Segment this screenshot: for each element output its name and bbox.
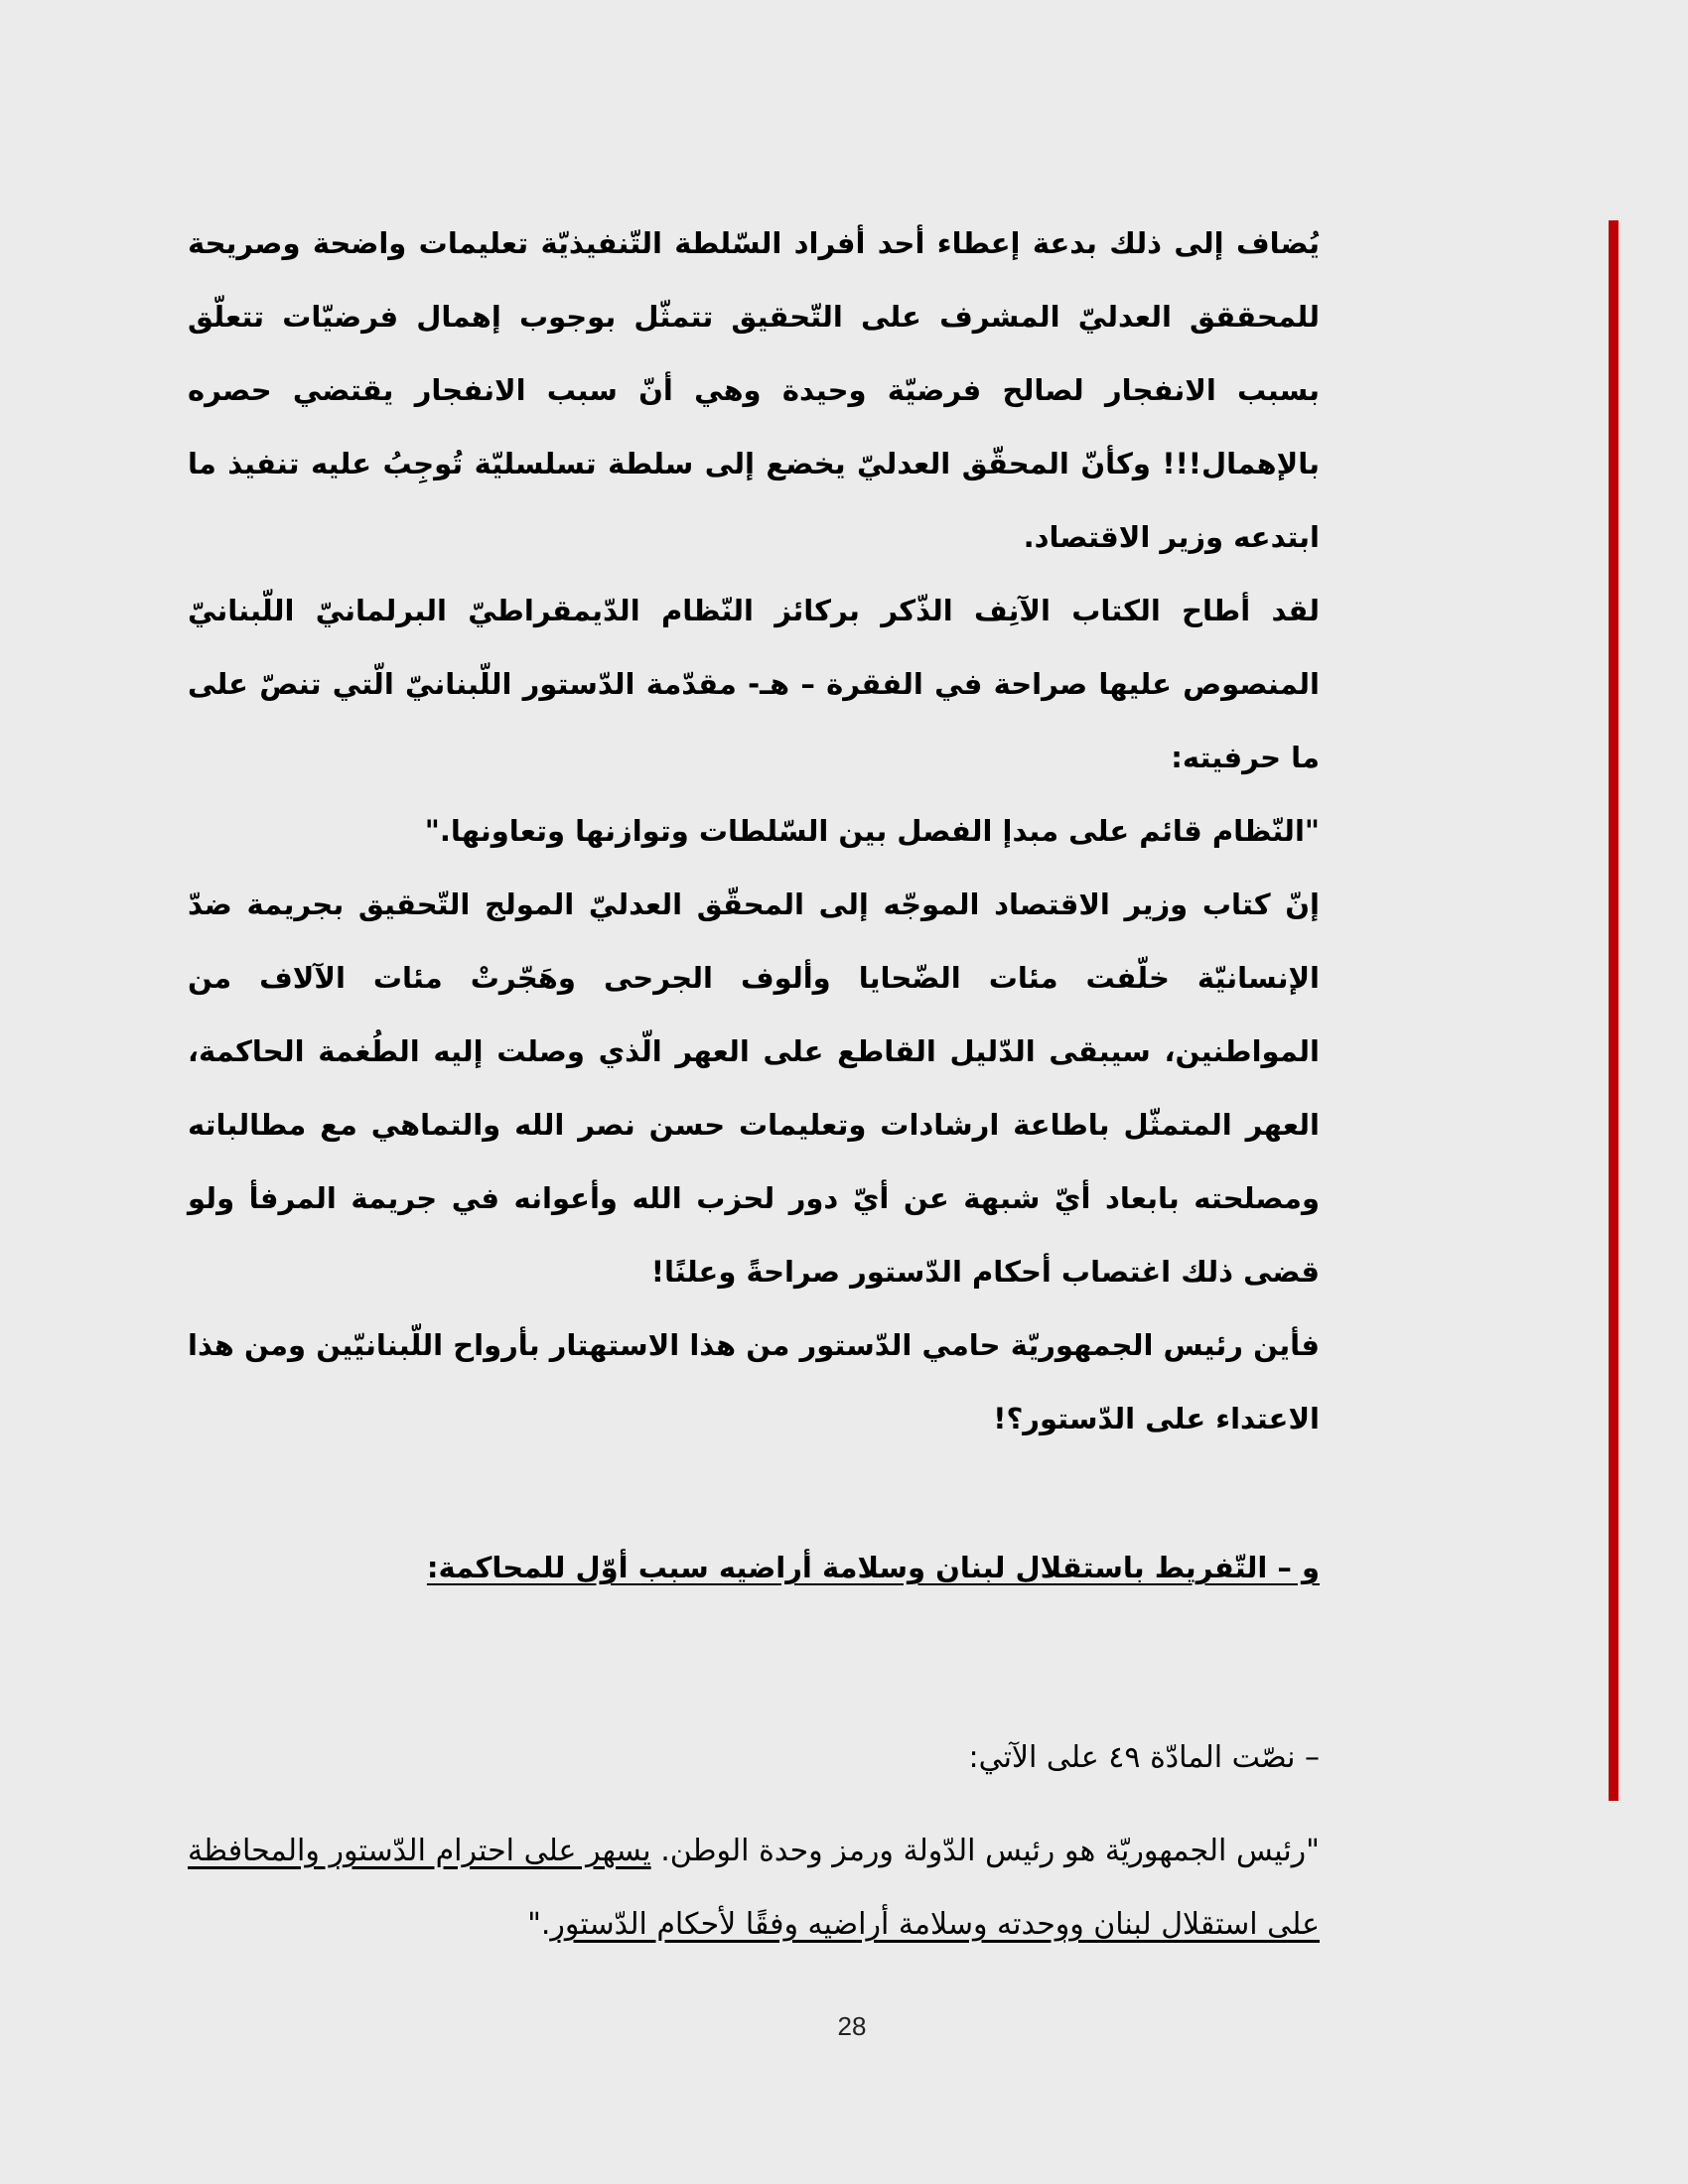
paragraph-1: يُضاف إلى ذلك بدعة إعطاء أحد أفراد السّلطة التّنفيذيّة تعليمات واضحة وصريحة للمحققق العدليّ المشرف على التّحقيق تتمثّل بوجوب إهمال فرضيّات تتعلّق بسبب الانفجار لصالح فرضيّة وحيدة وهي أنّ سبب الانفجار يقتضي حصره بالإهمال!!! وكأنّ المحقّق العدليّ يخضع إلى سلطة تسلسليّة تُوجِبُ عليه تنفيذ ما ابتدعه وزير الاقتصاد. bbox=[188, 226, 1320, 554]
paragraph-5: فأين رئيس الجمهوريّة حامي الدّستور من هذا الاستهتار بأرواح اللّبنانيّين ومن هذا الاعتداء على الدّستور؟! bbox=[188, 1328, 1320, 1435]
quote-close-mark: ." bbox=[527, 1907, 551, 1942]
margin-rule bbox=[1609, 220, 1618, 1801]
quote-plain-text: رئيس الجمهوريّة هو رئيس الدّولة ورمز وحدة الوطن. bbox=[650, 1834, 1307, 1868]
quote-underlined-text: يسهر على احترام الدّستور والمحافظة على استقلال لبنان ووحدته وسلامة أراضيه وفقًا لأحكام الدّستور bbox=[188, 1834, 1320, 1942]
paragraph-4: إنّ كتاب وزير الاقتصاد الموجّه إلى المحقّق العدليّ المولج التّحقيق بجريمة ضدّ الإنسانيّة خلّفت مئات الضّحايا وألوف الجرحى وهَجّرتْ مئات الآلاف من المواطنين، سيبقى الدّليل القاطع على العهر الّذي وصلت إليه الطُغمة الحاكمة، العهر المتمثّل باطاعة ارشادات وتعليمات حسن نصر الله والتماهي مع مطالباته ومصلحته بابعاد أيّ شبهة عن أيّ دور لحزب الله وأعوانه في جريمة المرفأ ولو قضى ذلك اغتصاب أحكام الدّستور صراحةً وعلنًا! bbox=[188, 887, 1320, 1289]
page-body bbox=[188, 206, 1320, 1962]
section-heading: و – التّفريط باستقلال لبنان وسلامة أراضيه سبب أوّل للمحاكمة: bbox=[426, 1551, 1320, 1584]
article-49-quote bbox=[188, 1815, 1320, 1962]
quote-open-mark: " bbox=[1306, 1834, 1320, 1868]
article-49-intro: – نصّت المادّة ٤٩ على الآتي: bbox=[968, 1740, 1320, 1775]
page-number: 28 bbox=[837, 2011, 867, 2041]
paragraph-3-constitution-quote: "النّظام قائم على مبدإ الفصل بين السّلطات وتوازنها وتعاونها." bbox=[424, 814, 1320, 848]
paragraph-2: لقد أطاح الكتاب الآنِف الذّكر بركائز النّظام الدّيمقراطيّ البرلمانيّ اللّبنانيّ المنصوص عليها صراحة في الفقرة – هـ- مقدّمة الدّستور اللّبنانيّ الّتي تنصّ على ما حرفيته: bbox=[188, 594, 1320, 774]
